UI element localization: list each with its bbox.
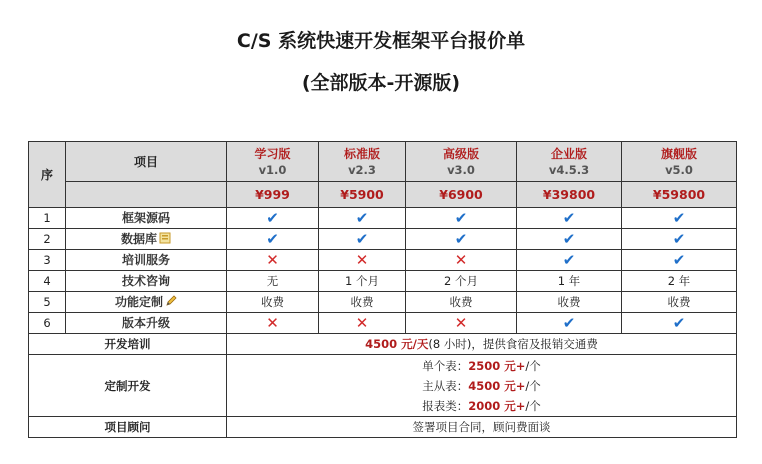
row-item-label: 培训服务 [121, 253, 170, 267]
feature-row [29, 208, 737, 229]
custom-dev-suffix: /个 [525, 358, 541, 373]
version-code: v4.5.3 [548, 162, 590, 177]
database-icon [157, 232, 171, 246]
version-code: v2.3 [348, 162, 376, 177]
feature-value: 收费 [319, 292, 406, 313]
row-seq: 1 [29, 208, 66, 229]
feature-value: 2 个月 [406, 271, 517, 292]
check-icon: ✔ [517, 250, 622, 271]
custom-dev-price: 2000 元+ [468, 398, 526, 413]
feature-row [29, 313, 737, 334]
custom-dev-price: 2500 元+ [468, 358, 526, 373]
custom-dev-prefix: 主从表： [422, 378, 469, 393]
version-price: ¥5900 [319, 182, 406, 208]
feature-row [29, 250, 737, 271]
custom-dev-label: 定制开发 [29, 355, 227, 417]
version-code: v5.0 [665, 162, 693, 177]
row-item [66, 271, 227, 292]
cross-icon: ✕ [406, 250, 517, 271]
row-item [66, 208, 227, 229]
version-name: 标准版 [343, 146, 380, 161]
row-item-label: 技术咨询 [121, 274, 170, 288]
version-name: 高级版 [442, 146, 479, 161]
version-name: 旗舰版 [660, 146, 697, 161]
row-item-label: 数据库 [120, 232, 157, 246]
version-code: v3.0 [447, 162, 475, 177]
cross-icon: ✕ [319, 250, 406, 271]
version-header [319, 142, 406, 182]
feature-value: 2 年 [622, 271, 737, 292]
check-icon: ✔ [517, 229, 622, 250]
row-item [66, 229, 227, 250]
version-header [517, 142, 622, 182]
check-icon: ✔ [517, 208, 622, 229]
cross-icon: ✕ [227, 250, 319, 271]
custom-dev-line [227, 396, 736, 416]
page-title: C/S 系统快速开发框架平台报价单 [236, 30, 526, 52]
custom-dev-suffix: /个 [525, 398, 541, 413]
version-header [227, 142, 319, 182]
row-seq: 3 [29, 250, 66, 271]
check-icon: ✔ [406, 229, 517, 250]
feature-row [29, 292, 737, 313]
custom-dev-price: 4500 元+ [468, 378, 526, 393]
row-item [66, 250, 227, 271]
check-icon: ✔ [406, 208, 517, 229]
check-icon: ✔ [622, 250, 737, 271]
custom-dev-value [227, 355, 737, 417]
custom-dev-line [227, 376, 736, 396]
version-header [622, 142, 737, 182]
custom-dev-prefix: 报表类： [422, 398, 469, 413]
version-name: 学习版 [254, 146, 291, 161]
version-name: 企业版 [550, 146, 587, 161]
check-icon: ✔ [319, 208, 406, 229]
cross-icon: ✕ [319, 313, 406, 334]
page-subtitle: (全部版本-开源版) [301, 72, 461, 94]
feature-value: 无 [227, 271, 319, 292]
check-icon: ✔ [622, 229, 737, 250]
row-item-label: 功能定制 [114, 295, 163, 309]
check-icon: ✔ [517, 313, 622, 334]
feature-value: 收费 [517, 292, 622, 313]
header-item: 项目 [66, 142, 227, 182]
custom-dev-prefix: 单个表： [422, 358, 469, 373]
row-seq: 5 [29, 292, 66, 313]
feature-value: 收费 [227, 292, 319, 313]
consultant-label: 项目顾问 [29, 417, 227, 438]
check-icon: ✔ [622, 313, 737, 334]
custom-dev-line [227, 356, 736, 376]
version-code: v1.0 [258, 162, 287, 177]
version-header [406, 142, 517, 182]
row-item-label: 框架源码 [121, 211, 170, 225]
pencil-icon [163, 295, 177, 309]
feature-value: 1 个月 [319, 271, 406, 292]
training-value [227, 334, 737, 355]
check-icon: ✔ [227, 208, 319, 229]
cross-icon: ✕ [227, 313, 319, 334]
training-detail: (8 小时)，提供食宿及报销交通费 [428, 337, 598, 351]
training-price: 4500 元/天 [365, 337, 429, 351]
row-item [66, 292, 227, 313]
version-price: ¥39800 [517, 182, 622, 208]
price-table [28, 141, 737, 438]
price-row-label [66, 182, 227, 208]
feature-value: 收费 [622, 292, 737, 313]
training-label: 开发培训 [29, 334, 227, 355]
row-seq: 4 [29, 271, 66, 292]
feature-value: 收费 [406, 292, 517, 313]
version-price: ¥59800 [622, 182, 737, 208]
feature-value: 1 年 [517, 271, 622, 292]
cross-icon: ✕ [406, 313, 517, 334]
version-price: ¥999 [227, 182, 319, 208]
row-seq: 2 [29, 229, 66, 250]
feature-row [29, 271, 737, 292]
custom-dev-suffix: /个 [525, 378, 541, 393]
row-item-label: 版本升级 [121, 316, 170, 330]
feature-row [29, 229, 737, 250]
version-price: ¥6900 [406, 182, 517, 208]
consultant-value: 签署项目合同，顾问费面谈 [227, 417, 737, 438]
check-icon: ✔ [227, 229, 319, 250]
header-seq: 序 [29, 142, 66, 208]
check-icon: ✔ [622, 208, 737, 229]
row-item [66, 313, 227, 334]
row-seq: 6 [29, 313, 66, 334]
check-icon: ✔ [319, 229, 406, 250]
